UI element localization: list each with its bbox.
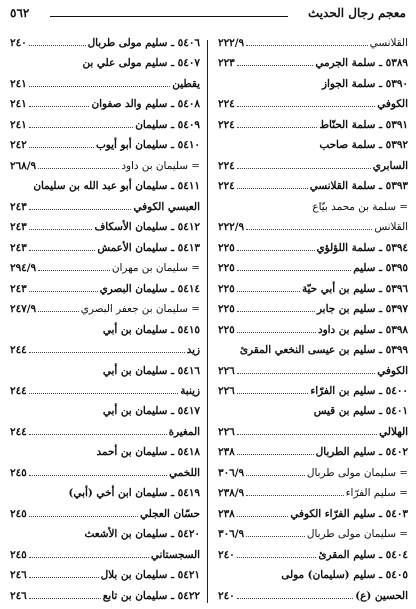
entry-page-ref: ٢٤٥ <box>10 548 27 561</box>
index-entry <box>218 341 408 358</box>
entry-page-ref: ٢٤٥ <box>10 466 27 479</box>
entry-page-ref: ٢٤٣ <box>10 241 27 254</box>
entry-name: = سليمان بن مهران <box>111 262 200 275</box>
leader-dots <box>29 546 149 558</box>
entry-page-ref: ٢٤١ <box>10 98 27 111</box>
index-entry <box>10 546 200 563</box>
leader-dots <box>29 136 94 148</box>
leader-dots <box>29 423 167 435</box>
entry-page-ref: ٢٣٨ <box>218 446 235 459</box>
index-entry <box>10 382 200 399</box>
index-entry <box>218 239 408 256</box>
leader-dots <box>38 157 119 169</box>
index-entry <box>10 34 200 51</box>
entry-name: ٥٤٠٣ ـ سليم الفرّاء الكوفي <box>290 507 408 520</box>
index-entry <box>10 280 200 297</box>
index-entry <box>218 157 408 174</box>
index-entry <box>10 157 200 174</box>
leader-dots <box>237 300 315 312</box>
entry-name: ٥٣٩٧ ـ سليم بن جابر <box>316 303 408 316</box>
entry-page-ref: ٢٢٤ <box>218 118 235 131</box>
leader-dots <box>29 75 171 87</box>
index-entry <box>218 321 408 338</box>
index-entry <box>10 75 200 92</box>
index-entry <box>218 505 408 522</box>
leader-dots <box>237 95 375 107</box>
index-entry <box>10 218 200 235</box>
index-entry <box>10 464 200 481</box>
entry-name: ٥٤١٤ ـ سليمان البصري <box>99 282 200 295</box>
entry-page-ref: ٢٢٢/٩ <box>218 221 245 234</box>
entry-name: ٥٤١٥ ـ سليمان بن أبي <box>102 323 200 336</box>
index-entry <box>218 423 408 440</box>
leader-dots <box>29 280 98 292</box>
leader-dots <box>38 259 110 271</box>
entry-name: ٥٣٩٨ ـ سليم بن داود <box>318 323 408 336</box>
entry-name: السابري <box>372 159 408 172</box>
entry-page-ref: ٢٢٦ <box>218 384 235 397</box>
entry-name: ٥٤٠٥ ـ سليم (سليمان) مولى <box>281 569 408 582</box>
index-entry <box>218 177 408 194</box>
entry-page-ref: ٢٤٣ <box>10 200 27 213</box>
index-entry <box>10 300 200 317</box>
entry-name: السجستاني <box>150 548 200 561</box>
entry-name: الحسين (ع) <box>355 589 408 602</box>
entry-page-ref: ٢٢٤ <box>218 180 235 193</box>
entry-name: ٥٤١٩ ـ سليمان ابن أخي (أبي) <box>68 487 200 500</box>
index-entry <box>218 280 408 297</box>
entry-name: القلانسي <box>369 37 408 49</box>
leader-dots <box>29 95 90 107</box>
entry-page-ref: ٢٢٦ <box>218 425 235 438</box>
leader-dots <box>237 321 316 333</box>
entry-name: ٥٣٩٩ ـ سليم بن عيسى النخعي المقرئ <box>239 344 408 357</box>
index-entry <box>10 198 200 215</box>
entry-page-ref: ٢٤٤ <box>10 425 27 438</box>
index-entry <box>218 300 408 317</box>
leader-dots <box>237 443 314 455</box>
leader-dots <box>29 218 93 230</box>
entry-name: ٥٤٠٨ ـ سليم والد صفوان <box>91 98 200 111</box>
entry-page-ref: ٢٤٢ <box>10 139 27 152</box>
leader-dots <box>237 423 377 435</box>
leader-dots <box>29 341 185 353</box>
entry-page-ref: ٢٤٣ <box>10 221 27 234</box>
leader-dots <box>29 566 99 578</box>
entry-name: ٥٣٩٠ ـ سلمة الجواز <box>322 77 408 90</box>
index-column-left <box>10 34 200 604</box>
entry-page-ref: ٢٤١ <box>10 118 27 131</box>
entry-page-ref: ٢٦٨/٩ <box>10 159 37 172</box>
entry-page-ref: ٢٤٠ <box>218 589 235 602</box>
index-entry <box>218 34 408 51</box>
entry-page-ref: ٢٢٦ <box>218 364 235 377</box>
index-entry <box>218 525 408 542</box>
entry-name: ٥٤٢٠ ـ سليمان بن الأشعث <box>84 528 200 541</box>
leader-dots <box>237 239 315 251</box>
entry-name: القلانس <box>374 221 408 234</box>
entry-name: زينبة <box>180 384 200 397</box>
entry-name: = سليمان بن داود <box>121 159 200 172</box>
entry-name: ٥٣٩٢ ـ سلمة صاحب <box>319 139 408 152</box>
leader-dots <box>237 546 317 558</box>
entry-page-ref: ٢٢٥ <box>218 282 235 295</box>
entry-page-ref: ٢٤٥ <box>10 507 27 520</box>
entry-page-ref: ٢٢٥ <box>218 323 235 336</box>
entry-name: ٥٤٠١ ـ سليم بن قيس <box>313 405 408 418</box>
entry-name: ٥٤١٢ ـ سليمان الأسكاف <box>94 221 200 234</box>
leader-dots <box>246 464 305 476</box>
leader-dots <box>246 484 344 496</box>
entry-page-ref: ٢٤١ <box>10 77 27 90</box>
entry-name: الكوفي <box>377 98 408 111</box>
index-entry <box>218 587 408 604</box>
index-entry <box>10 136 200 153</box>
index-entry <box>218 259 408 276</box>
entry-page-ref: ٢٤٦ <box>10 589 27 602</box>
index-entry <box>10 95 200 112</box>
entry-name: الكوفي <box>377 364 408 377</box>
index-entry <box>10 341 200 358</box>
index-entry <box>218 402 408 419</box>
index-entry <box>218 484 408 501</box>
index-entry <box>218 75 408 92</box>
entry-name: ٥٤٠٩ ـ سليمان <box>135 118 200 131</box>
entry-page-ref: ٢٢٥ <box>218 303 235 316</box>
index-entry <box>10 587 200 604</box>
leader-dots <box>29 34 86 46</box>
leader-dots <box>237 587 354 599</box>
entry-name: ٥٣٩١ ـ سلمة الحنّاط <box>319 118 408 131</box>
index-entry <box>218 218 408 235</box>
index-entry <box>218 116 408 133</box>
entry-page-ref: ٢٢٥ <box>218 241 235 254</box>
entry-name: ٥٣٩٣ ـ سلمة القلانسي <box>309 180 408 193</box>
entry-name: اللخمي <box>169 466 200 479</box>
index-entry <box>218 443 408 460</box>
entry-name: ٥٣٩٥ ـ سليم <box>353 262 408 275</box>
leader-dots <box>29 464 167 476</box>
entry-page-ref: ٢٣٨/٩ <box>218 487 245 500</box>
entry-name: ٥٣٨٩ ـ سلمة الجرمي <box>315 57 408 70</box>
leader-dots <box>237 54 314 66</box>
leader-dots <box>237 362 375 374</box>
index-entry <box>10 423 200 440</box>
entry-name: المغيرة <box>168 425 200 438</box>
index-entry <box>218 198 408 215</box>
page-number: ٥٦٢ <box>10 6 30 20</box>
entry-name: ٥٤١٣ ـ سليمان الأعمش <box>97 241 200 254</box>
index-entry <box>10 525 200 542</box>
leader-dots <box>237 382 309 394</box>
index-entry <box>218 464 408 481</box>
page-title: معجم رجال الحديث <box>307 6 406 20</box>
entry-name: = سليمان مولى طربال <box>306 528 408 541</box>
leader-dots <box>29 587 101 599</box>
page-header <box>10 6 406 24</box>
entry-page-ref: ٢٤٦ <box>10 569 27 582</box>
entry-name: ٥٤١٠ ـ سليمان أبو أيوب <box>95 139 200 152</box>
index-entry <box>10 443 200 460</box>
entry-name: ٥٤٠٦ ـ سليم مولى طربال <box>87 37 200 49</box>
leader-dots <box>237 177 308 189</box>
entry-page-ref: ٢٤٤ <box>10 344 27 357</box>
index-entry <box>218 546 408 563</box>
index-entry <box>218 362 408 379</box>
index-entry <box>10 54 200 71</box>
entry-name: ٥٤٠٤ ـ سليم المقرئ <box>318 548 408 561</box>
leader-dots <box>237 157 371 169</box>
entry-name: ٥٤٠٠ ـ سليم بن الفرّاء <box>310 384 408 397</box>
leader-dots <box>237 259 351 271</box>
entry-page-ref: ٣٠٦/٩ <box>218 466 245 479</box>
entry-page-ref: ٢٢٢/٩ <box>218 37 245 49</box>
entry-name: = سلمة بن محمد بيّاع <box>312 200 408 213</box>
index-entry <box>10 259 200 276</box>
leader-dots <box>237 116 318 128</box>
entry-name: ٥٤٢٢ ـ سليمان بن تابع <box>102 589 200 602</box>
index-entry <box>10 566 200 583</box>
entry-page-ref: ٢٤٧/٩ <box>10 303 37 316</box>
leader-dots <box>246 218 372 230</box>
leader-dots <box>29 239 96 251</box>
index-entry <box>218 566 408 583</box>
entry-name: = سليمان بن جعفر البصري <box>80 303 200 316</box>
leader-dots <box>38 300 79 312</box>
entry-name: ٥٤٢١ ـ سليمان بن بلال <box>100 569 200 582</box>
index-entry <box>10 116 200 133</box>
leader-dots <box>29 116 134 128</box>
entry-name: ٥٤٠٧ ـ سليم مولى علي بن <box>82 57 200 70</box>
index-entry <box>218 95 408 112</box>
entry-page-ref: ٢٢٤ <box>218 159 235 172</box>
index-entry <box>218 136 408 153</box>
entry-page-ref: ٢٩٤/٩ <box>10 262 37 275</box>
entry-page-ref: ٢٣٨ <box>218 507 235 520</box>
entry-page-ref: ٢٤٠ <box>218 548 235 561</box>
entry-page-ref: ٣٠٦/٩ <box>218 528 245 541</box>
entry-page-ref: ٢٤٤ <box>10 384 27 397</box>
header-rule <box>50 16 288 17</box>
leader-dots <box>29 382 178 394</box>
entry-name: ٥٤٠٢ ـ سليم الطربال <box>315 446 408 459</box>
entry-page-ref: ٢٤٠ <box>10 37 27 49</box>
column-divider <box>207 40 208 603</box>
entry-name: العبسي الكوفي <box>133 200 200 213</box>
index-column-right <box>218 34 408 604</box>
entry-name: ٥٤١٧ ـ سليمان بن أبي <box>102 405 200 418</box>
entry-name: ٥٤١٦ ـ سليمان بن أبي <box>102 364 200 377</box>
entry-page-ref: ٢٢٤ <box>218 98 235 111</box>
index-entry <box>10 239 200 256</box>
entry-page-ref: ٢٢٥ <box>218 262 235 275</box>
index-entry <box>10 484 200 501</box>
index-entry <box>218 382 408 399</box>
entry-name: الهلالي <box>379 425 408 438</box>
leader-dots <box>29 198 132 210</box>
index-entry <box>10 177 200 194</box>
index-entry <box>10 321 200 338</box>
leader-dots <box>246 34 368 46</box>
entry-name: ٥٤١١ ـ سليمان أبو عبد الله بن سليمان <box>33 180 200 193</box>
entry-page-ref: ٢٤٣ <box>10 282 27 295</box>
leader-dots <box>246 525 305 537</box>
index-entry <box>10 362 200 379</box>
entry-name: حسّان العجلي <box>140 507 200 520</box>
leader-dots <box>237 280 300 292</box>
leader-dots <box>29 505 138 517</box>
entry-name: ٥٤١٨ ـ سليمان بن أحمد <box>96 446 200 459</box>
index-entry <box>218 54 408 71</box>
entry-name: ٥٣٩٤ ـ سلمة اللؤلؤي <box>316 241 408 254</box>
entry-name: = سليم الفرّاء <box>345 487 408 500</box>
entry-name: = سليمان مولى طربال <box>306 466 408 479</box>
entry-name: ٥٣٩٦ ـ سليم بن أبي حيّة <box>301 282 408 295</box>
entry-page-ref: ٢٢٣ <box>218 57 235 70</box>
entry-name: زيد <box>186 344 200 357</box>
leader-dots <box>237 505 289 517</box>
entry-name: يقطين <box>172 77 200 90</box>
index-entry <box>10 402 200 419</box>
index-entry <box>10 505 200 522</box>
